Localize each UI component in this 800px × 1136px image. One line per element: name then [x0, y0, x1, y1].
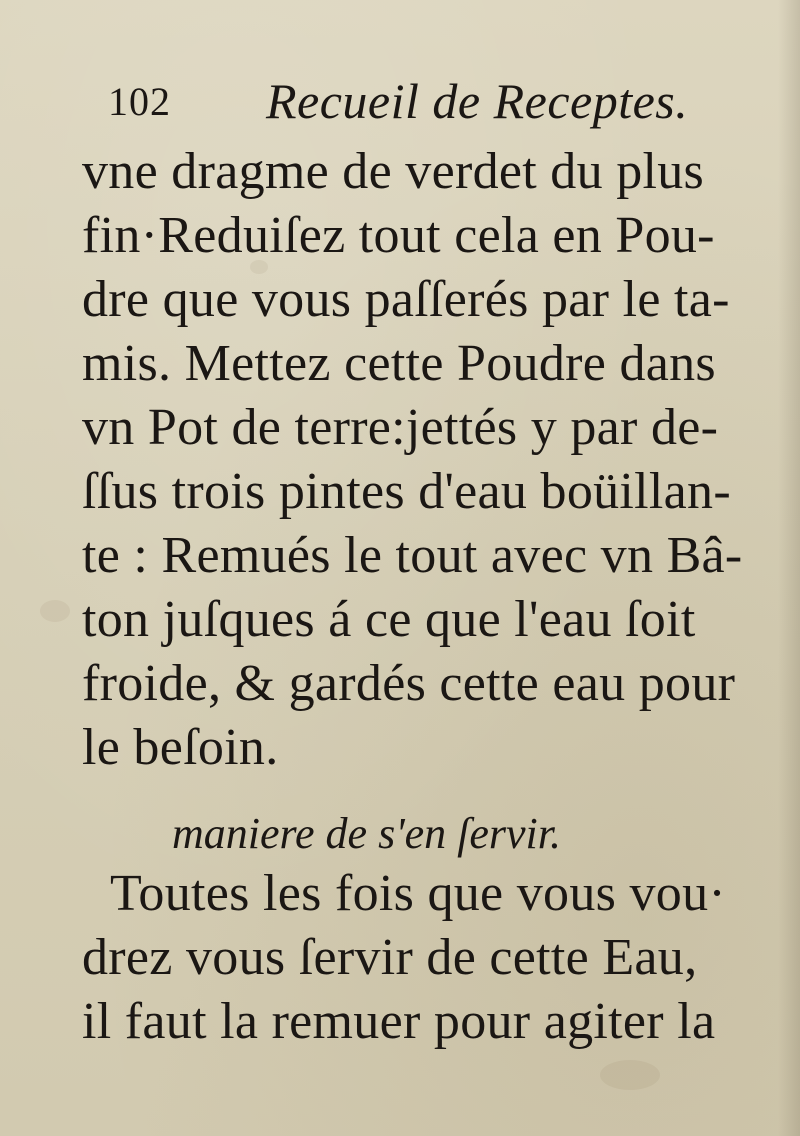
- text-line: vne dragme de verdet du plus: [82, 143, 705, 200]
- text-line: le beſoin.: [82, 719, 279, 776]
- paragraph-usage: [82, 862, 782, 1054]
- text-line: mis. Mettez cette Poudre dans: [82, 335, 716, 392]
- text-line: ton juſques á ce que l'eau ſoit: [82, 591, 696, 648]
- paragraph-recipe: [82, 140, 782, 780]
- page-header: [108, 72, 748, 132]
- text-line: fin·Reduiſez tout cela en Pou-: [82, 207, 715, 264]
- text-line: ſſus trois pintes d'eau boüillan-: [82, 463, 731, 520]
- text-line: dre que vous paſſerés par le ta-: [82, 271, 730, 328]
- text-line: vn Pot de terre:jettés y par de-: [82, 399, 719, 456]
- section-heading: maniere de s'en ſervir.: [172, 809, 562, 858]
- text-line: te : Remués le tout avec vn Bâ-: [82, 527, 743, 584]
- text-line: Toutes les fois que vous vou·: [110, 865, 726, 922]
- text-line: drez vous ſervir de cette Eau,: [82, 929, 698, 986]
- text-line: froide, & gardés cette eau pour: [82, 655, 736, 712]
- page-number: 102: [108, 79, 171, 124]
- paper-stain: [40, 600, 70, 622]
- text-line: il faut la remuer pour agiter la: [82, 993, 716, 1050]
- paper-stain: [600, 1060, 660, 1090]
- running-title: Recueil de Receptes.: [266, 73, 689, 129]
